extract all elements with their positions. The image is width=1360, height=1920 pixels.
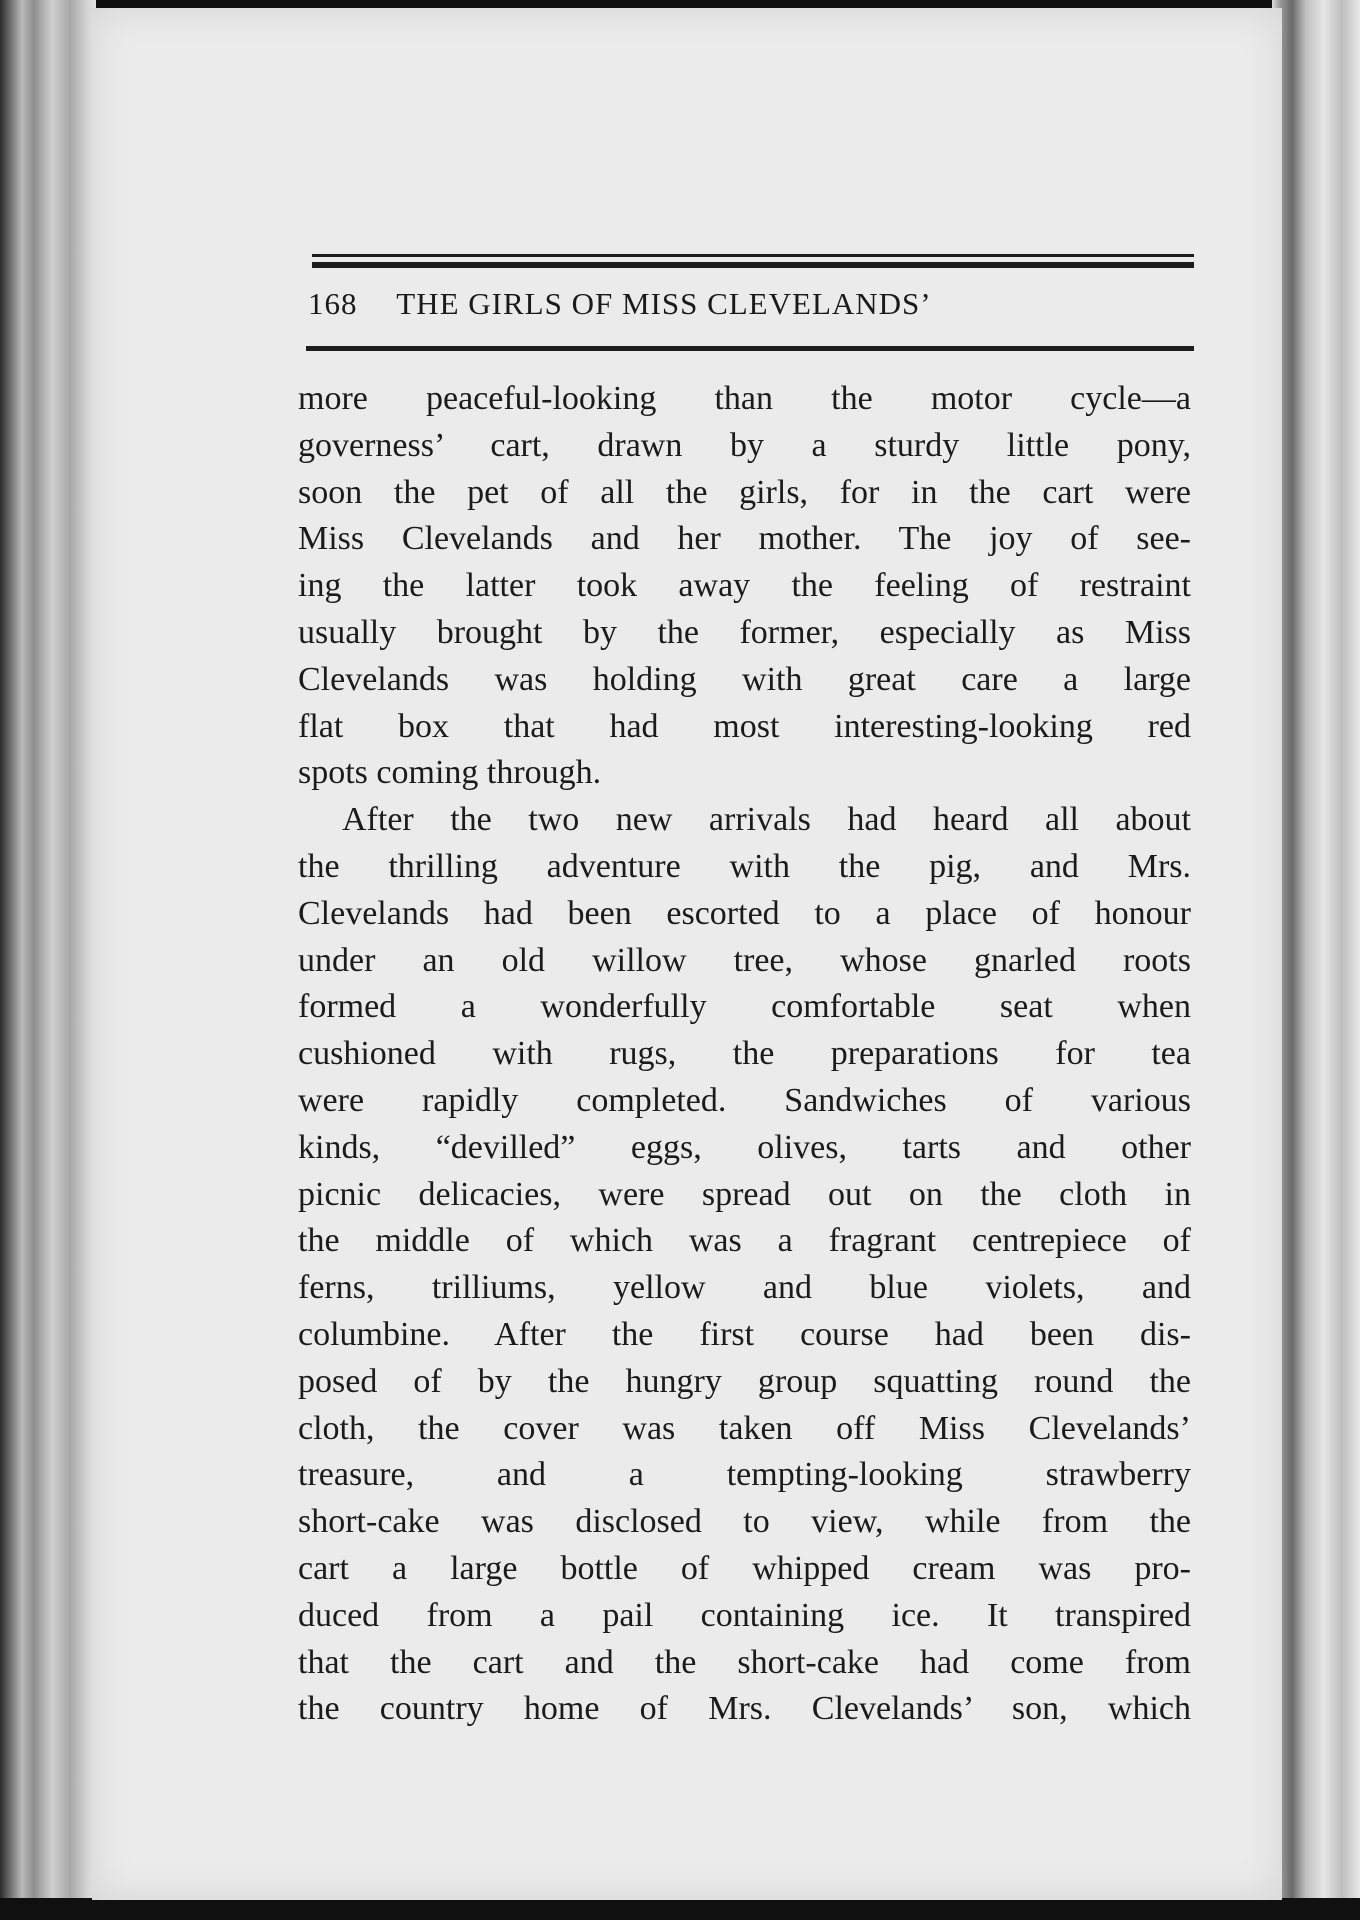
header-rule-thin <box>312 254 1194 257</box>
text-line: kinds, “devilled” eggs, olives, tarts and other <box>298 1128 1191 1166</box>
body-text <box>298 376 1191 1733</box>
text-line: more peaceful-looking than the motor cycle—a <box>298 380 1191 417</box>
text-line: ferns, trilliums, yellow and blue violets, and <box>298 1269 1191 1307</box>
book-right-edge <box>1272 0 1360 1920</box>
text-line: flat box that had most interesting-looking red <box>298 707 1191 745</box>
text-line: under an old willow tree, whose gnarled roots <box>298 941 1191 979</box>
book-left-edge <box>0 0 96 1920</box>
text-line: cushioned with rugs, the preparations for tea <box>298 1035 1191 1073</box>
text-line: treasure, and a tempting-looking strawberry <box>298 1456 1191 1494</box>
text-line: were rapidly completed. Sandwiches of various <box>298 1081 1191 1119</box>
header-rule-thick <box>312 262 1194 268</box>
text-line: that the cart and the short-cake had come from <box>298 1643 1191 1681</box>
text-line: picnic delicacies, were spread out on the cloth in <box>298 1175 1191 1213</box>
text-line: cloth, the cover was taken off Miss Clevelands’ <box>298 1409 1191 1447</box>
text-line: Clevelands had been escorted to a place of honour <box>298 894 1191 932</box>
scan-bottom-border <box>0 1898 1360 1920</box>
text-line: cart a large bottle of whipped cream was pro- <box>298 1549 1191 1587</box>
text-line: ing the latter took away the feeling of restraint <box>298 567 1191 605</box>
paragraph-start-line: After the two new arrivals had heard all about <box>342 801 1191 839</box>
text-line: columbine. After the first course had been dis- <box>298 1315 1191 1353</box>
text-line: the country home of Mrs. Clevelands’ son, which <box>298 1690 1191 1728</box>
running-title: THE GIRLS OF MISS CLEVELANDS’ <box>396 286 932 321</box>
text-line: posed of by the hungry group squatting round the <box>298 1362 1191 1400</box>
text-line: soon the pet of all the girls, for in the cart were <box>298 473 1191 511</box>
header-rule-bottom <box>306 346 1194 351</box>
paragraph-end-line: spots coming through. <box>298 754 602 792</box>
text-line: governess’ cart, drawn by a sturdy little pony, <box>298 426 1191 464</box>
page-number: 168 <box>308 286 358 321</box>
text-line: the middle of which was a fragrant centrepiece of <box>298 1222 1191 1260</box>
text-line: the thrilling adventure with the pig, and Mrs. <box>298 847 1191 885</box>
text-line: formed a wonderfully comfortable seat when <box>298 988 1191 1026</box>
running-head <box>308 286 1192 330</box>
text-line: usually brought by the former, especially as Miss <box>298 613 1191 651</box>
text-line: duced from a pail containing ice. It transpired <box>298 1596 1191 1634</box>
text-line: short-cake was disclosed to view, while from the <box>298 1503 1191 1541</box>
text-line: Clevelands was holding with great care a large <box>298 660 1191 698</box>
text-line: Miss Clevelands and her mother. The joy of see- <box>298 520 1191 558</box>
